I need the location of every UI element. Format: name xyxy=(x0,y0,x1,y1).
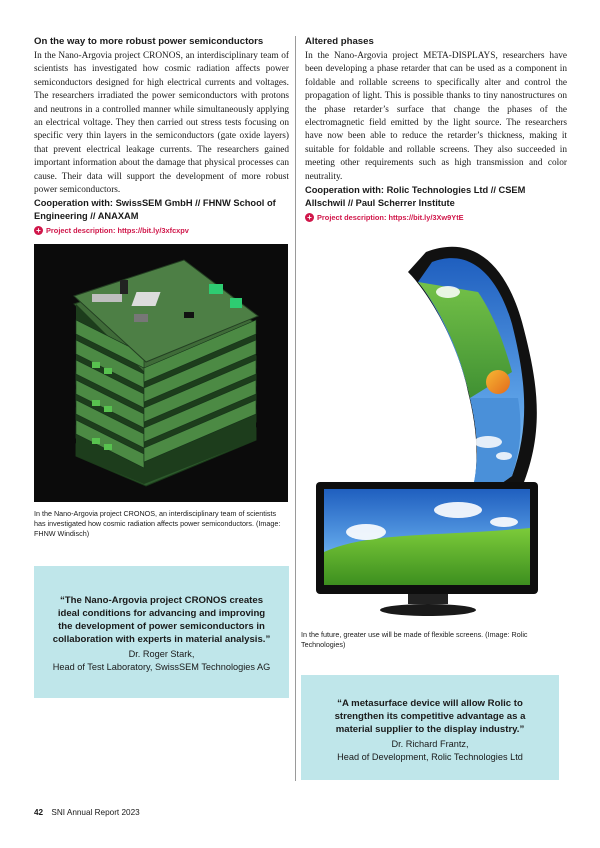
page-footer xyxy=(34,808,140,817)
left-heading: On the way to more robust power semiconductors xyxy=(34,36,264,47)
right-cooperation: Cooperation with: Rolic Technologies Ltd // CSEM Allschwil // Paul Scherrer Institute xyxy=(305,185,526,209)
page-number: 42 xyxy=(34,808,44,817)
plus-circle-icon: + xyxy=(34,226,43,235)
report-title: SNI Annual Report 2023 xyxy=(51,808,140,817)
column-divider xyxy=(295,36,296,781)
left-quote-text: “The Nano-Argovia project CRONOS creates ideal conditions for advancing and improving the development of power semiconductors in collaboration with experts in material analysis.” xyxy=(52,595,271,645)
flexible-screen-image xyxy=(308,232,568,622)
right-caption: In the future, greater use will be made of flexible screens. (Image: Rolic Technologies) xyxy=(301,630,528,649)
circuit-board-stack-image xyxy=(34,244,288,502)
right-quote-role: Head of Development, Rolic Technologies Ltd xyxy=(337,752,523,762)
left-quote-author: Dr. Roger Stark, xyxy=(128,649,195,659)
right-quote-author: Dr. Richard Frantz, xyxy=(391,739,469,749)
plus-circle-icon: + xyxy=(305,213,314,222)
left-column xyxy=(34,36,289,235)
left-quote-box xyxy=(34,566,289,698)
right-project-link[interactable] xyxy=(305,213,567,222)
left-cooperation: Cooperation with: SwissSEM GmbH // FHNW School of Engineering // ANAXAM xyxy=(34,198,276,222)
left-link-text: Project description: https://bit.ly/3xfcxpv xyxy=(46,226,189,236)
right-quote-text: “A metasurface device will allow Rolic to strengthen its competitive advantage as a material supplier to the display industry.” xyxy=(334,698,526,735)
left-body: In the Nano-Argovia project CRONOS, an interdisciplinary team of scientists has investigated how cosmic radiation affects power semiconductors designed for high electrical currents and voltages. The researchers irradiated the power semiconductors with protons and neutrons in a controlled manner while simultaneously applying an electrical voltage. They then carried out stress tests focusing on specific very thin layers in the semiconductors (gate oxide layers) that prevent electrical leakage currents. The researchers gained important information about the damage that physical processes can cause. Their data will support the development of more robust power semiconductors. xyxy=(34,51,289,196)
right-body: In the Nano-Argovia project META-DISPLAYS, researchers have been developing a phase retarder that can be used as a component in foldable and rollable screens to specifically alter and control the propagation of light. This is possible thanks to tiny nanostructures on the phase retarder’s surface that change the phases of the electromagnetic field emitted by the light source. The researchers have now been able to reduce the retarder’s thickness, making it suitable for foldable and rollable screens. They also succeeded in meeting other requirements such as high transmission and color neutrality. xyxy=(305,51,567,182)
left-quote-role: Head of Test Laboratory, SwissSEM Technologies AG xyxy=(52,662,271,672)
right-column xyxy=(305,36,567,222)
right-link-text: Project description: https://bit.ly/3Xw9YtE xyxy=(317,213,464,223)
left-caption: In the Nano-Argovia project CRONOS, an interdisciplinary team of scientists has investigated how cosmic radiation affects power semiconductors. (Image: FHNW Windisch) xyxy=(34,509,281,538)
left-project-link[interactable] xyxy=(34,226,289,235)
right-quote-box xyxy=(301,675,559,780)
right-heading: Altered phases xyxy=(305,36,374,47)
